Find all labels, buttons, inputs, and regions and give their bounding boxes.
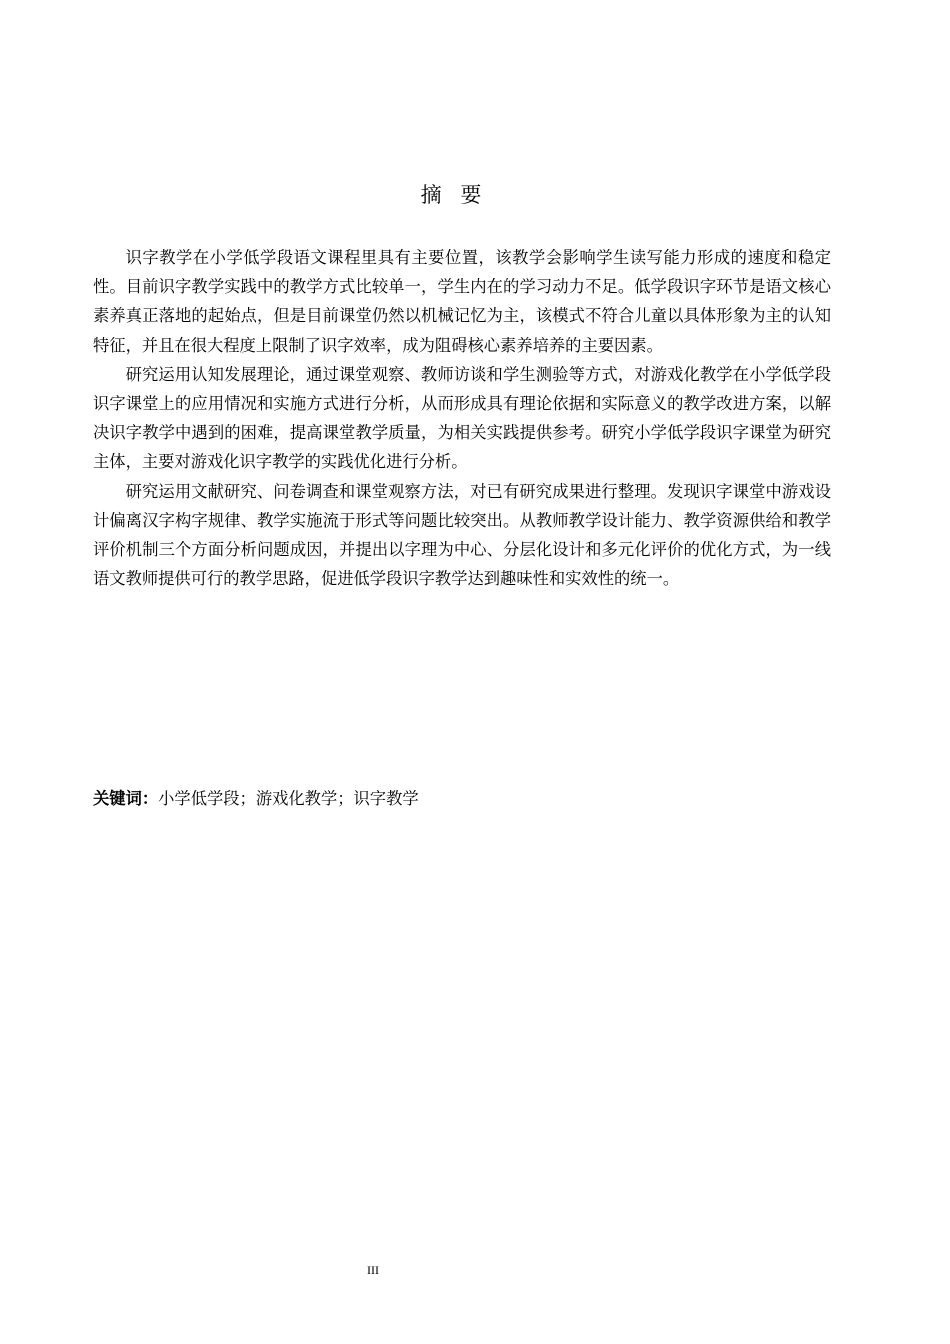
abstract-paragraph-1: 识字教学在小学低学段语文课程里具有主要位置，该教学会影响学生读写能力形成的速度和稳定性。目前识字教学实践中的教学方式比较单一，学生内在的学习动力不足。低学段识字环节是语文核心素养真正落地的起始点，但是目前课堂仍然以机械记忆为主，该模式不符合儿童以具体形象为主的认知特征，并且在很大程度上限制了识字效率，成为阻碍核心素养培养的主要因素。	[93, 248, 831, 355]
keywords-line	[93, 784, 831, 813]
keywords-label: 关键词：	[93, 789, 159, 808]
abstract-paragraph-2: 研究运用认知发展理论，通过课堂观察、教师访谈和学生测验等方式，对游戏化教学在小学低学段识字课堂上的应用情况和实施方式进行分析，从而形成具有理论依据和实际意义的教学改进方案，以解决识字教学中遇到的困难，提高课堂教学质量，为相关实践提供参考。研究小学低学段识字课堂为研究主体，主要对游戏化识字教学的实践优化进行分析。	[93, 364, 831, 472]
page-number: III	[367, 1263, 379, 1277]
abstract-body	[93, 243, 831, 593]
abstract-paragraph-3: 研究运用文献研究、问卷调查和课堂观察方法，对已有研究成果进行整理。发现识字课堂中游戏设计偏离汉字构字规律、教学实施流于形式等问题比较突出。从教师教学设计能力、教学资源供给和教学评价机制三个方面分析问题成因，并提出以字理为中心、分层化设计和多元化评价的优化方式，为一线语文教师提供可行的教学思路，促进低学段识字教学达到趣味性和实效性的统一。	[93, 481, 831, 589]
page-title: 摘 要	[420, 183, 488, 207]
keywords-value: 小学低学段；游戏化教学；识字教学	[158, 789, 419, 808]
